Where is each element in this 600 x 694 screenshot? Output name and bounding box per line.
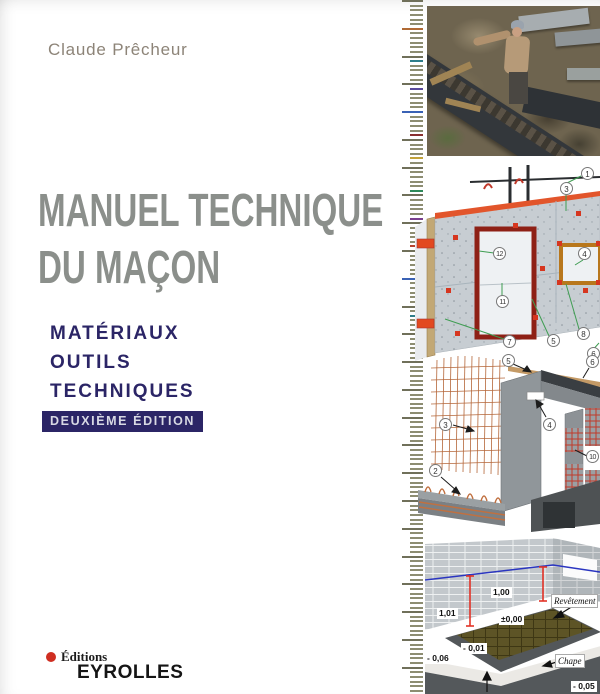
ruler-tick: [410, 653, 423, 655]
ruler-tick: [410, 93, 423, 95]
ruler-tick: [410, 625, 423, 627]
ruler-tick: [410, 37, 423, 39]
title-line-1: MANUEL TECHNIQUE: [38, 184, 384, 236]
ruler-tick: [410, 65, 423, 67]
diagram-callout: 5: [547, 334, 560, 347]
diagram-callout: 5: [502, 354, 515, 367]
dimension-label: 1,01: [439, 608, 456, 618]
ruler-tick: [410, 106, 423, 108]
ruler-tick: [410, 690, 423, 692]
layer-label-chape: Chape: [555, 654, 585, 668]
ruler-tick: [410, 134, 423, 136]
concrete-block: [567, 68, 600, 80]
ruler-tick: [402, 0, 423, 2]
ruler-tick: [410, 681, 423, 683]
ruler-tick: [410, 579, 423, 581]
ruler-tick: [410, 148, 423, 150]
diagram-callout: 4: [543, 418, 556, 431]
diagram-wall-formwork: [415, 165, 600, 361]
level-label: - 0,01: [463, 643, 485, 653]
cover-photo-mason: [427, 6, 600, 156]
ruler-tick: [410, 620, 423, 622]
diagram-callout: 6: [586, 355, 599, 368]
column-mesh: [585, 408, 600, 446]
ruler-tick: [410, 88, 423, 90]
ruler-tick: [410, 120, 423, 122]
mason-pants: [509, 72, 528, 104]
ruler-tick: [402, 83, 423, 85]
ruler-tick: [410, 79, 423, 81]
diagram-floor-screed: [425, 538, 600, 694]
ruler-tick: [402, 583, 423, 585]
subtitle-line-3: TECHNIQUES: [50, 381, 195, 402]
concrete-block: [555, 27, 600, 46]
ruler-tick: [410, 685, 423, 687]
publisher-logo: [46, 649, 183, 684]
diagram-callout: 4: [578, 247, 591, 260]
layer-label-revetement: Revêtement: [551, 594, 598, 608]
ruler-tick: [410, 588, 423, 590]
level-label: ±0,00: [501, 614, 523, 624]
diagram-callout: 10: [586, 450, 599, 463]
ruler-tick: [410, 676, 423, 678]
ruler-tick: [410, 602, 423, 604]
subtitle-line-1: MATÉRIAUX: [50, 323, 180, 344]
ruler-tick: [410, 634, 423, 636]
footing-block: [543, 502, 575, 528]
ruler-tick: [410, 157, 423, 159]
ruler-tick: [410, 74, 423, 76]
title-line-2: DU MAÇON: [38, 241, 221, 293]
concrete-block: [518, 8, 589, 32]
ruler-tick: [402, 56, 423, 58]
dimension-label: 1,00: [493, 587, 510, 597]
ruler-tick: [402, 28, 423, 30]
ruler-tick: [410, 32, 423, 34]
ruler-tick: [410, 46, 423, 48]
diagram-callout: 11: [496, 295, 509, 308]
ruler-tick: [410, 569, 423, 571]
subtitle-line-2: OUTILS: [50, 352, 132, 373]
subtitle: [50, 319, 195, 406]
ruler-tick: [410, 97, 423, 99]
ruler-tick: [410, 630, 423, 632]
ruler-tick: [410, 597, 423, 599]
ruler-tick: [410, 60, 423, 62]
diagram-callout: 7: [503, 335, 516, 348]
ruler-tick: [402, 639, 423, 641]
publisher-name: EYROLLES: [77, 662, 184, 683]
ruler-tick: [402, 611, 423, 613]
ruler-tick: [410, 14, 423, 16]
ruler-tick: [410, 130, 423, 132]
book-title: [38, 182, 383, 296]
diagram-callout: 12: [493, 247, 506, 260]
ruler-tick: [410, 144, 423, 146]
ruler-tick: [410, 648, 423, 650]
spacer-box: [527, 392, 544, 400]
ruler-tick: [410, 574, 423, 576]
formwork-drawing: [415, 165, 600, 361]
ruler-tick: [410, 69, 423, 71]
lifting-hook-icon: [484, 184, 492, 189]
ruler-tick: [410, 560, 423, 562]
author-name: Claude Prêcheur: [48, 40, 188, 59]
publisher-label: Éditions: [61, 649, 108, 664]
ruler-tick: [402, 111, 423, 113]
ruler-tick: [410, 19, 423, 21]
rebar-curtain: [431, 356, 505, 475]
mason-torso: [504, 35, 531, 75]
level-label: - 0,05: [573, 681, 595, 691]
ruler-tick: [410, 607, 423, 609]
ruler-tick: [402, 556, 423, 558]
diagram-rc-structure: [413, 352, 600, 540]
level-label: - 0,06: [427, 653, 449, 663]
ruler-tick: [410, 162, 423, 164]
ruler-tick: [410, 671, 423, 673]
wood-stiffener: [427, 217, 435, 357]
diagram-callout: 1: [581, 167, 594, 180]
diagram-callout: 2: [429, 464, 442, 477]
ruler-tick: [402, 139, 423, 141]
ruler-tick: [410, 546, 423, 548]
ruler-tick: [410, 565, 423, 567]
ruler-tick: [410, 662, 423, 664]
ruler-tick: [410, 5, 423, 7]
ruler-tick: [410, 644, 423, 646]
ruler-tick: [410, 51, 423, 53]
diagram-callout: 3: [560, 182, 573, 195]
ruler-tick: [410, 542, 423, 544]
ruler-tick: [410, 102, 423, 104]
ruler-tick: [410, 593, 423, 595]
ruler-tick: [410, 551, 423, 553]
diagram-callout: 3: [439, 418, 452, 431]
structure-drawing: [413, 352, 600, 540]
form-clamp: [417, 319, 434, 328]
ruler-tick: [410, 23, 423, 25]
column-mesh: [565, 428, 583, 452]
ruler-tick: [410, 657, 423, 659]
diagram-callout: 8: [577, 327, 590, 340]
ruler-tick: [410, 616, 423, 618]
ruler-tick: [410, 42, 423, 44]
edition-badge: DEUXIÈME ÉDITION: [42, 411, 203, 432]
eyrolles-dot-icon: [46, 652, 56, 662]
ruler-tick: [410, 9, 423, 11]
form-clamp: [417, 239, 434, 248]
ruler-tick: [410, 116, 423, 118]
ruler-tick: [410, 153, 423, 155]
mason-head: [512, 27, 522, 37]
ruler-tick: [402, 667, 423, 669]
ruler-tick: [410, 125, 423, 127]
